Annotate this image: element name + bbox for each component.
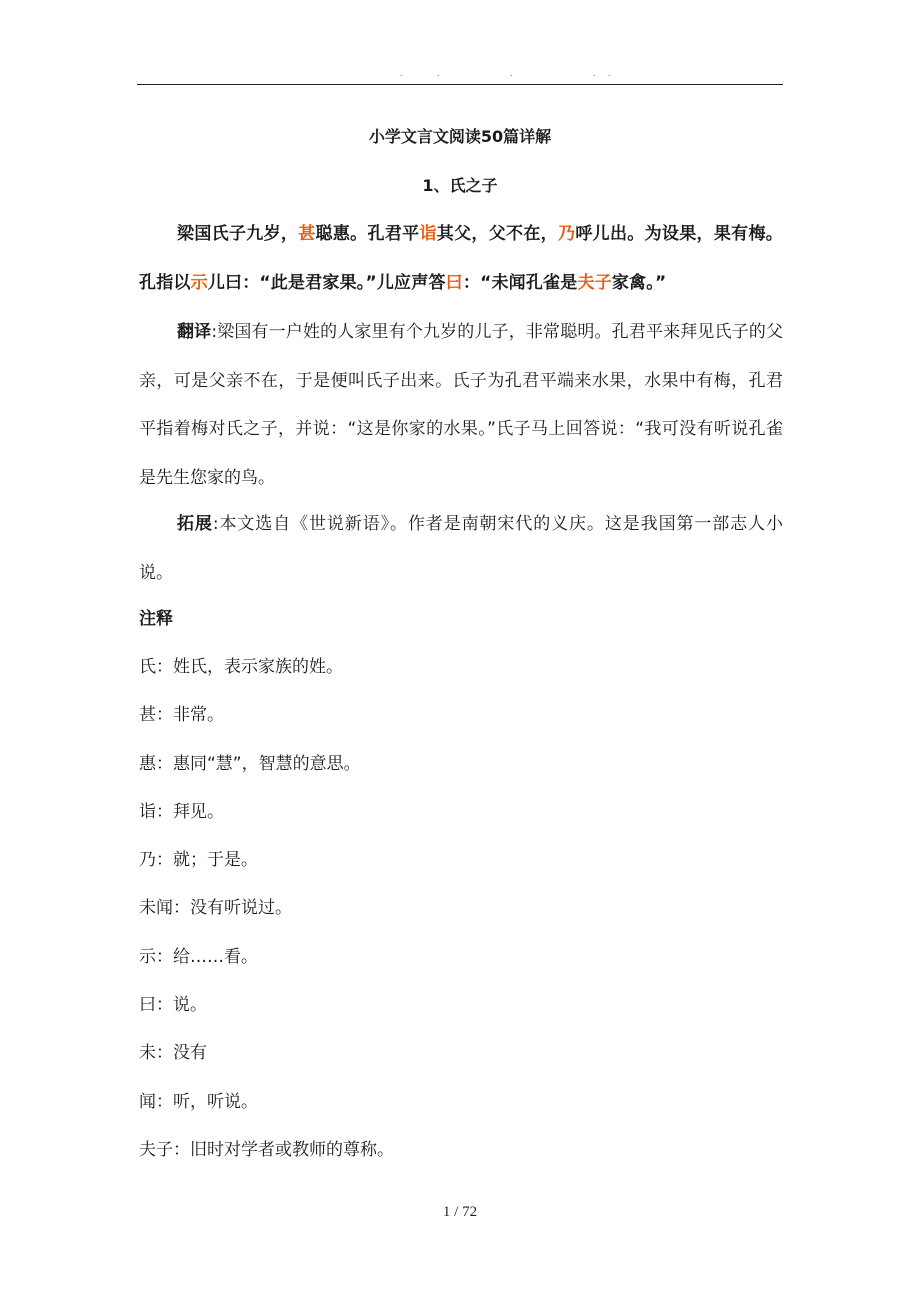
note-item: 甚：非常。 [139, 705, 224, 726]
notes-heading: 注释 [139, 609, 173, 629]
page-number: 1 / 72 [442, 1204, 478, 1220]
classical-segment: 家禽。” [611, 272, 667, 293]
note-item: 夫子：旧时对学者或教师的尊称。 [139, 1139, 394, 1160]
classical-segment: 儿曰：“此是君家果。”儿应声答 [207, 272, 446, 293]
extension-label: 拓展 [177, 514, 213, 534]
note-item: 未：没有 [139, 1043, 207, 1064]
note-item: 诣：拜见。 [139, 801, 224, 822]
classical-segment: 呼儿出。为设果，果有梅。孔指以 [139, 224, 784, 293]
note-item: 示：给……看。 [139, 946, 258, 967]
header-dot: . [400, 68, 403, 78]
classical-text [139, 210, 783, 307]
header-dots [137, 68, 783, 82]
translation-text: :梁国有一户姓的人家里有个九岁的儿子，非常聪明。孔君平来拜见氏子的父亲，可是父亲不在，于是便叫氏子出来。氏子为孔君平端来水果，水果中有梅，孔君平指着梅对氏之子，并说：“这是你家的水果。”氏子马上回答说：“我可没有听说孔雀是先生您家的鸟。 [139, 322, 784, 488]
header-rule [137, 84, 783, 85]
classical-segment: 聪惠。孔君平 [315, 224, 420, 244]
header-dot: . [510, 68, 513, 78]
highlighted-word: 曰 [445, 272, 463, 293]
section-title: 1、氏之子 [422, 176, 498, 195]
header-dot: . [593, 68, 596, 78]
highlighted-word: 夫子 [577, 272, 612, 293]
highlighted-word: 诣 [419, 224, 437, 244]
note-item: 曰：说。 [139, 995, 207, 1016]
note-item: 惠：惠同“慧”，智慧的意思。 [139, 753, 361, 774]
classical-segment: ：“未闻孔雀是 [462, 272, 578, 293]
highlighted-word: 甚 [298, 224, 316, 244]
note-item: 未闻：没有听说过。 [139, 898, 292, 919]
highlighted-word: 示 [190, 272, 208, 293]
extension-paragraph [139, 500, 783, 597]
translation-label: 翻译 [177, 322, 212, 342]
note-item: 闻：听，听说。 [139, 1091, 258, 1112]
header-dot: . [437, 68, 440, 78]
highlighted-word: 乃 [558, 224, 576, 244]
notes-list [139, 652, 783, 1183]
note-item: 氏：姓氏，表示家族的姓。 [139, 657, 343, 677]
extension-text: :本文选自《世说新语》。作者是南朝宋代的义庆。这是我国第一部志人小说。 [139, 514, 783, 583]
document-title: 小学文言文阅读50篇详解 [368, 127, 552, 146]
classical-segment: 其父，父不在， [436, 224, 558, 244]
translation-paragraph [139, 308, 783, 502]
classical-segment: 梁国氏子九岁， [177, 224, 299, 244]
header-dot: . [608, 68, 611, 78]
note-item: 乃：就；于是。 [139, 850, 258, 871]
